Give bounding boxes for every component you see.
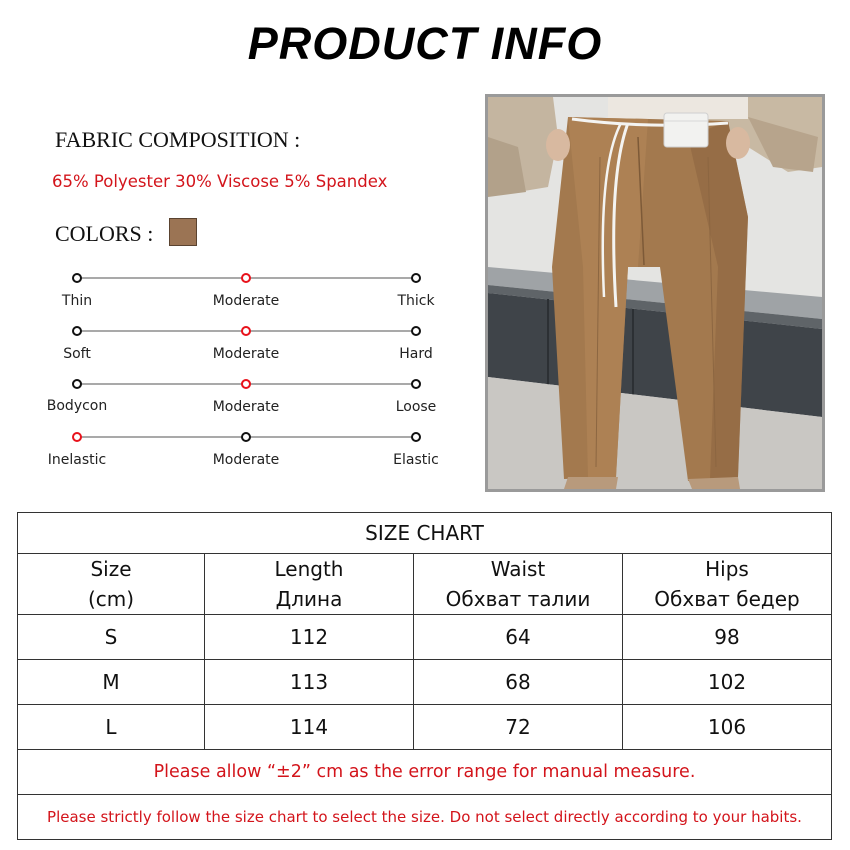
header-size-line2: (cm) xyxy=(87,587,135,611)
scale-dot-middle xyxy=(241,432,251,442)
scale-dot-right xyxy=(411,379,421,389)
product-photo-illustration xyxy=(488,97,822,489)
scale-label-left: Thin xyxy=(61,293,93,309)
scale-dot-left xyxy=(72,379,82,389)
cell-length: 114 xyxy=(205,705,414,750)
cell-size: L xyxy=(18,705,205,750)
scale-label-middle: Moderate xyxy=(212,293,280,309)
cell-size: S xyxy=(18,615,205,660)
table-row xyxy=(18,705,832,750)
cell-hips: 102 xyxy=(623,660,832,705)
scale-dot-left xyxy=(72,432,82,442)
cell-size: M xyxy=(18,660,205,705)
header-waist xyxy=(414,554,623,615)
header-waist-line1: Waist xyxy=(490,557,546,581)
header-hips xyxy=(623,554,832,615)
size-chart-header-row xyxy=(18,554,832,615)
scale-dot-middle xyxy=(241,326,251,336)
header-hips-line1: Hips xyxy=(705,557,749,581)
scale-dot-middle xyxy=(241,379,251,389)
scale-label-right: Loose xyxy=(395,399,437,415)
scale-label-left: Inelastic xyxy=(47,452,107,468)
cell-length: 113 xyxy=(205,660,414,705)
scale-dot-right xyxy=(411,326,421,336)
scale-dot-right xyxy=(411,432,421,442)
header-size xyxy=(18,554,205,615)
cell-hips: 106 xyxy=(623,705,832,750)
scale-label-middle: Moderate xyxy=(212,399,280,415)
cell-hips: 98 xyxy=(623,615,832,660)
color-swatch[interactable] xyxy=(169,218,197,246)
scale-dot-left xyxy=(72,326,82,336)
size-selection-note: Please strictly follow the size chart to select the size. Do not select directly according to your habits. xyxy=(18,795,832,840)
fabric-composition-value: 65% Polyester 30% Viscose 5% Spandex xyxy=(52,172,388,191)
scale-label-middle: Moderate xyxy=(212,346,280,362)
fit-scale xyxy=(0,383,480,423)
size-chart-title: SIZE CHART xyxy=(18,513,832,554)
size-chart-table xyxy=(17,512,832,840)
header-size-line1: Size xyxy=(90,557,132,581)
softness-scale xyxy=(0,330,480,370)
colors-label: COLORS : xyxy=(55,221,154,246)
header-hips-line2: Обхват бедер xyxy=(654,587,800,611)
cell-waist: 64 xyxy=(414,615,623,660)
scale-label-right: Hard xyxy=(399,346,433,362)
thickness-scale xyxy=(0,277,480,317)
page-title: PRODUCT INFO xyxy=(247,18,603,69)
fabric-composition-label: FABRIC COMPOSITION : xyxy=(55,127,301,152)
cell-waist: 72 xyxy=(414,705,623,750)
table-row xyxy=(18,615,832,660)
header-length xyxy=(205,554,414,615)
header-waist-line2: Обхват талии xyxy=(445,587,591,611)
scale-dot-left xyxy=(72,273,82,283)
header-length-line2: Длина xyxy=(275,587,343,611)
scale-label-right: Thick xyxy=(397,293,435,309)
scale-dot-right xyxy=(411,273,421,283)
cell-waist: 68 xyxy=(414,660,623,705)
header-length-line1: Length xyxy=(274,557,344,581)
elasticity-scale xyxy=(0,436,480,476)
table-row xyxy=(18,660,832,705)
scale-label-right: Elastic xyxy=(393,452,439,468)
scale-label-left: Bodycon xyxy=(46,398,108,414)
scale-dot-middle xyxy=(241,273,251,283)
cell-length: 112 xyxy=(205,615,414,660)
error-range-note: Please allow “±2” cm as the error range for manual measure. xyxy=(18,750,832,795)
scale-label-middle: Moderate xyxy=(212,452,280,468)
scale-label-left: Soft xyxy=(63,346,91,362)
product-photo xyxy=(485,94,825,492)
